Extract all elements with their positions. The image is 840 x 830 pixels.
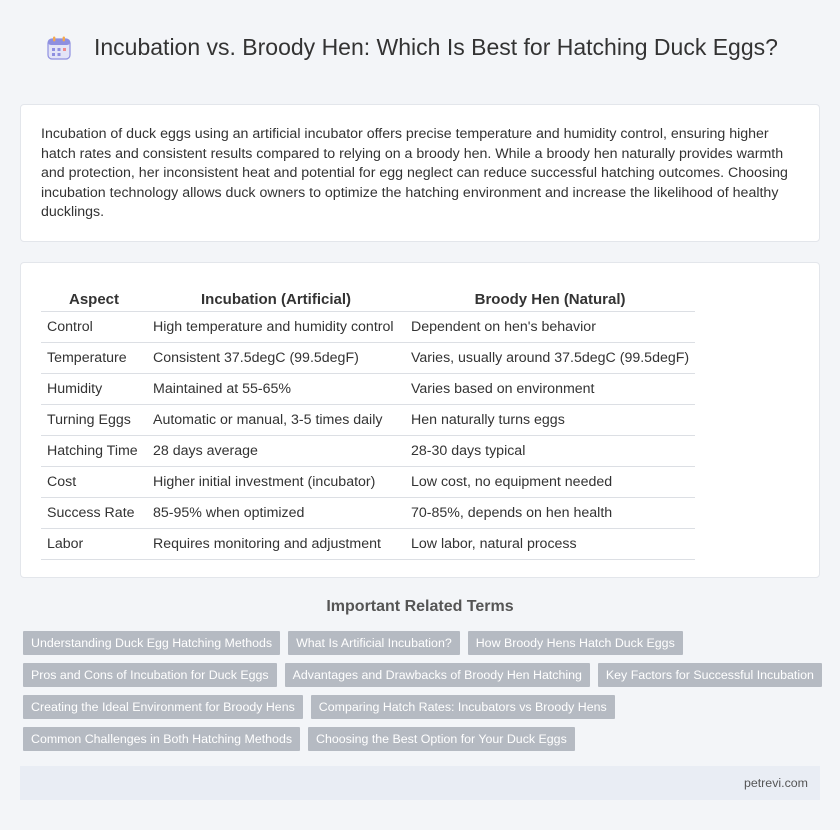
related-term-tag[interactable]: Choosing the Best Option for Your Duck Eggs xyxy=(308,727,575,751)
row-broody-hen: Hen naturally turns eggs xyxy=(405,404,695,435)
comparison-card xyxy=(20,262,820,578)
row-broody-hen: Varies, usually around 37.5degC (99.5degF) xyxy=(405,342,695,373)
row-broody-hen: Low labor, natural process xyxy=(405,528,695,559)
related-term-tag[interactable]: How Broody Hens Hatch Duck Eggs xyxy=(468,631,683,655)
row-incubation: Higher initial investment (incubator) xyxy=(147,466,405,497)
table-row xyxy=(41,497,695,528)
row-aspect: Turning Eggs xyxy=(41,404,147,435)
related-term-tag[interactable]: Pros and Cons of Incubation for Duck Eggs xyxy=(23,663,277,687)
row-aspect: Control xyxy=(41,311,147,342)
row-incubation: Requires monitoring and adjustment xyxy=(147,528,405,559)
page-title: Incubation vs. Broody Hen: Which Is Best for Hatching Duck Eggs? xyxy=(94,34,778,60)
row-aspect: Cost xyxy=(41,466,147,497)
related-term-tag[interactable]: Advantages and Drawbacks of Broody Hen Hatching xyxy=(285,663,590,687)
row-aspect: Temperature xyxy=(41,342,147,373)
row-incubation: 28 days average xyxy=(147,435,405,466)
table-row xyxy=(41,342,695,373)
intro-paragraph: Incubation of duck eggs using an artificial incubator offers precise temperature and humidity control, ensuring higher hatch rates and consistent results compared to relying on a broody hen. While a broody hen naturally provides warmth and protection, her inconsistent heat and potential for egg neglect can reduce successful hatching outcomes. Choosing incubation technology allows duck owners to optimize the hatching environment and increase the likelihood of healthy ducklings. xyxy=(41,126,788,221)
row-broody-hen: Dependent on hen's behavior xyxy=(405,311,695,342)
related-term-tag[interactable]: Comparing Hatch Rates: Incubators vs Broody Hens xyxy=(311,695,615,719)
calendar-icon xyxy=(46,35,72,61)
page-header xyxy=(0,0,840,95)
table-row xyxy=(41,373,695,404)
related-term-tag[interactable]: Understanding Duck Egg Hatching Methods xyxy=(23,631,280,655)
row-incubation: 85-95% when optimized xyxy=(147,497,405,528)
row-broody-hen: Varies based on environment xyxy=(405,373,695,404)
row-incubation: Consistent 37.5degC (99.5degF) xyxy=(147,342,405,373)
related-terms-list xyxy=(23,631,823,751)
row-incubation: High temperature and humidity control xyxy=(147,311,405,342)
row-incubation: Maintained at 55-65% xyxy=(147,373,405,404)
page-footer xyxy=(20,766,820,800)
row-aspect: Success Rate xyxy=(41,497,147,528)
row-broody-hen: Low cost, no equipment needed xyxy=(405,466,695,497)
table-row xyxy=(41,435,695,466)
table-row xyxy=(41,311,695,342)
row-broody-hen: 28-30 days typical xyxy=(405,435,695,466)
intro-card xyxy=(20,104,820,242)
site-link[interactable]: petrevi.com xyxy=(743,776,808,790)
header-incubation: Incubation (Artificial) xyxy=(147,285,405,311)
related-term-tag[interactable]: Key Factors for Successful Incubation xyxy=(598,663,822,687)
related-term-tag[interactable]: Creating the Ideal Environment for Broody Hens xyxy=(23,695,303,719)
related-term-tag[interactable]: What Is Artificial Incubation? xyxy=(288,631,460,655)
header-broody-hen: Broody Hen (Natural) xyxy=(405,285,695,311)
header-aspect: Aspect xyxy=(41,285,147,311)
row-aspect: Humidity xyxy=(41,373,147,404)
related-terms-title: Important Related Terms xyxy=(326,598,514,615)
row-broody-hen: 70-85%, depends on hen health xyxy=(405,497,695,528)
table-row xyxy=(41,528,695,559)
comparison-table xyxy=(41,285,695,560)
table-header-row xyxy=(41,285,695,311)
related-term-tag[interactable]: Common Challenges in Both Hatching Methods xyxy=(23,727,300,751)
row-incubation: Automatic or manual, 3-5 times daily xyxy=(147,404,405,435)
table-row xyxy=(41,466,695,497)
row-aspect: Labor xyxy=(41,528,147,559)
row-aspect: Hatching Time xyxy=(41,435,147,466)
table-row xyxy=(41,404,695,435)
